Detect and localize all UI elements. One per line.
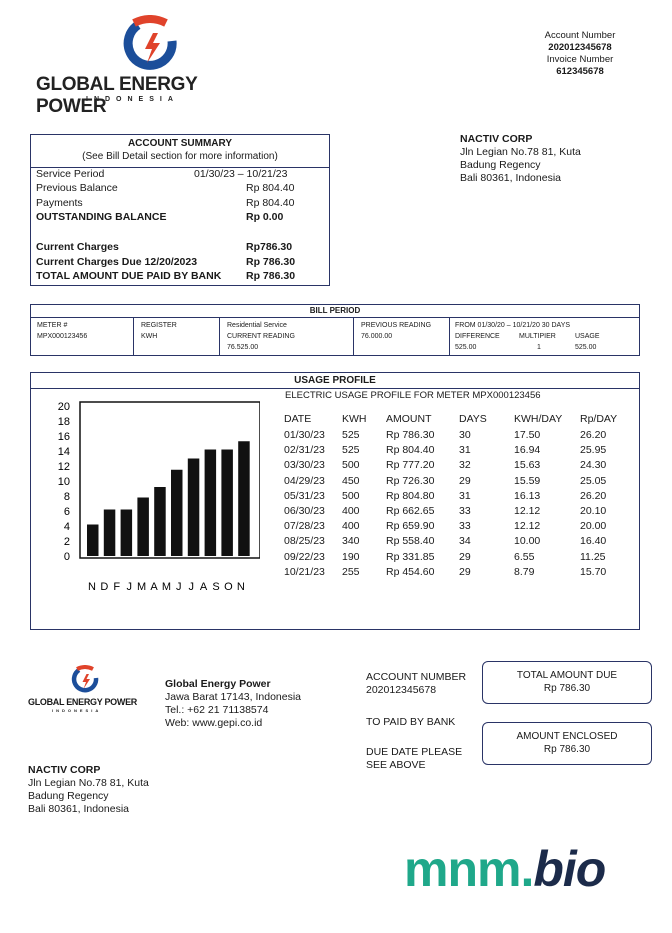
company-subname: INDONESIA	[86, 96, 179, 103]
usage-table-header: AMOUNT	[386, 413, 432, 425]
customer-line2: Badung Regency	[460, 159, 541, 171]
amount-enclosed-label: AMOUNT ENCLOSED	[516, 731, 618, 742]
bill-period	[30, 304, 640, 356]
usage-table	[284, 413, 634, 583]
usage-table-cell: 01/30/23	[284, 429, 325, 441]
usage-table-cell: 26.20	[580, 489, 607, 502]
usage-table-cell: Rp 558.40	[386, 535, 435, 548]
summary-row: Service Period 01/30/23 – 10/21/23	[36, 168, 288, 180]
x-tick-label: D	[100, 581, 109, 593]
x-tick-label: S	[212, 581, 220, 593]
summary-row: TOTAL AMOUNT DUE PAID BY BANK Rp 786.30	[36, 270, 296, 282]
x-tick-label: F	[113, 581, 121, 593]
usage-table-cell: 400	[342, 505, 360, 517]
usage-table-cell: 15.59	[514, 474, 541, 487]
usage-table-cell: Rp 331.85	[386, 550, 435, 563]
amount-enclosed-value: Rp 786.30	[543, 744, 591, 755]
usage-table-header: Rp/DAY	[580, 413, 618, 425]
usage-table-cell: 09/22/23	[284, 550, 325, 563]
usage-bar-chart	[40, 398, 260, 598]
usage-bar	[121, 510, 133, 557]
usage-table-cell: 06/30/23	[284, 505, 325, 517]
usage-table-header: DATE	[284, 413, 312, 425]
meter-label: METER #	[37, 322, 68, 329]
invoice-number-value: 612345678	[556, 66, 604, 77]
customer-address	[460, 133, 650, 185]
remit-account-label: ACCOUNT NUMBER	[366, 671, 467, 683]
bill-period-title: BILL PERIOD	[31, 305, 639, 318]
usage-table-cell: 05/31/23	[284, 489, 325, 502]
usage-table-cell: 16.94	[514, 444, 541, 457]
usage-table-cell: 190	[342, 550, 360, 563]
x-tick-label: M	[137, 581, 147, 593]
usage-table-cell: Rp 662.65	[386, 505, 435, 517]
usage-table-header: KWH	[342, 413, 367, 425]
remit-customer-line3: Bali 80361, Indonesia	[28, 803, 129, 815]
usage-bar	[188, 459, 200, 557]
usage-table-cell: Rp 804.40	[386, 444, 435, 457]
usage-table-cell: 33	[459, 505, 471, 517]
remit-account-value: 202012345678	[366, 684, 437, 696]
company-name: GLOBAL ENERGY POWER	[36, 74, 198, 117]
usage-table-cell: 525	[342, 429, 360, 441]
usage-table-cell: 08/25/23	[284, 535, 325, 548]
usage-table-cell: 32	[459, 459, 471, 472]
usage-table-cell: 24.30	[580, 459, 607, 472]
usage-table-cell: 400	[342, 520, 360, 533]
usage-bar	[154, 487, 166, 556]
watermark-part1: mnm.	[404, 841, 534, 897]
remit-company-name: GLOBAL ENERGY POWER	[28, 697, 137, 707]
usage-table-cell: 07/28/23	[284, 520, 325, 533]
usage-table-cell: 26.20	[580, 429, 607, 441]
usage-table-cell: Rp 786.30	[386, 429, 435, 441]
x-tick-label: N	[88, 581, 96, 593]
usage-bar	[238, 441, 250, 556]
summary-subtitle: (See Bill Detail section for more information)	[82, 151, 278, 162]
usage-title: USAGE PROFILE	[31, 373, 639, 389]
usage-table-cell: 340	[342, 535, 360, 548]
usage-table-cell: 29	[459, 565, 471, 578]
usage-table-cell: 16.40	[580, 535, 607, 548]
usage-table-cell: 10.00	[514, 535, 541, 548]
usage-table-cell: 30	[459, 429, 471, 441]
y-tick-label: 20	[57, 401, 70, 413]
usage-bar	[205, 450, 217, 557]
usage-table-cell: 16.13	[514, 489, 541, 502]
service-label: Residential Service	[227, 322, 287, 329]
company-logo	[120, 15, 180, 75]
usage-table-header: KWH/DAY	[514, 413, 563, 425]
multiplier-label: MULTIPIER	[519, 333, 556, 340]
y-tick-label: 14	[57, 446, 70, 458]
customer-name: NACTIV CORP	[460, 133, 533, 145]
usage-table-cell: 29	[459, 474, 471, 487]
remit-company-info	[165, 678, 345, 730]
summary-row: Current Charges Rp786.30	[36, 241, 293, 253]
y-tick-label: 8	[63, 491, 70, 503]
remit-company-subname: INDONESIA	[52, 708, 102, 713]
usage-table-cell: 15.70	[580, 565, 607, 578]
x-tick-label: J	[188, 581, 194, 593]
usage-table-cell: 450	[342, 474, 360, 487]
account-info	[500, 30, 660, 78]
watermark-part2: bio	[533, 841, 606, 897]
x-tick-label: M	[161, 581, 171, 593]
y-tick-label: 16	[57, 431, 70, 443]
usage-table-cell: 6.55	[514, 550, 535, 563]
remit-customer-name: NACTIV CORP	[28, 764, 101, 776]
x-tick-label: O	[224, 581, 233, 593]
account-number-value: 202012345678	[548, 42, 612, 53]
summary-row: Previous Balance Rp 804.40	[36, 182, 295, 194]
remit-due-line2: SEE ABOVE	[366, 759, 426, 771]
usage-table-cell: 31	[459, 444, 471, 457]
usage-table-cell: 25.05	[580, 474, 607, 487]
usage-table-cell: 12.12	[514, 520, 541, 533]
usage-table-cell: 33	[459, 520, 471, 533]
usage-table-cell: 17.50	[514, 429, 541, 441]
usage-table-cell: 20.00	[580, 520, 607, 533]
usage-table-cell: 25.95	[580, 444, 607, 457]
usage-table-cell: 20.10	[580, 505, 607, 517]
usage-table-cell: 02/31/23	[284, 444, 325, 457]
customer-line3: Bali 80361, Indonesia	[460, 172, 561, 184]
usage-table-cell: Rp 659.90	[386, 520, 435, 533]
usage-table-cell: 255	[342, 565, 360, 578]
usage-table-cell: 34	[459, 535, 471, 548]
difference-value: 525.00	[455, 344, 477, 351]
usage-table-cell: Rp 454.60	[386, 565, 435, 578]
usage-bar	[137, 498, 149, 557]
usage-subtitle: ELECTRIC USAGE PROFILE FOR METER MPX000123456	[285, 390, 541, 401]
x-tick-label: J	[176, 581, 182, 593]
total-amount-due-label: TOTAL AMOUNT DUE	[516, 670, 618, 681]
x-tick-label: N	[236, 581, 245, 593]
usage-table-cell: 31	[459, 489, 471, 502]
remit-company-short: Global Energy Power	[165, 678, 271, 690]
usage-table-cell: 500	[342, 459, 360, 472]
current-reading-label: CURRENT READING	[227, 333, 295, 340]
customer-line1: Jln Legian No.78 81, Kuta	[460, 146, 581, 158]
y-tick-label: 18	[57, 416, 70, 428]
usage-table-cell: Rp 726.30	[386, 474, 435, 487]
remit-company-web: Web: www.gepi.co.id	[165, 717, 263, 729]
register-value: KWH	[141, 333, 158, 340]
meter-value: MPX000123456	[37, 333, 88, 340]
amount-enclosed-box[interactable]	[482, 722, 652, 765]
usage-bar	[171, 470, 183, 556]
previous-reading-label: PREVIOUS READING	[361, 322, 432, 329]
usage-table-cell: 29	[459, 550, 471, 563]
usage-table-cell: 12.12	[514, 505, 541, 517]
usage-table-cell: 15.63	[514, 459, 541, 472]
usage-table-cell: 10/21/23	[284, 565, 325, 578]
usage-table-cell: 500	[342, 489, 360, 502]
multiplier-value: 1	[537, 344, 541, 351]
from-period: FROM 01/30/20 – 10/21/20 30 DAYS	[455, 322, 571, 329]
usage-table-cell: 8.79	[514, 565, 535, 578]
difference-label: DIFFERENCE	[455, 333, 500, 340]
remit-customer-line1: Jln Legian No.78 81, Kuta	[28, 777, 149, 789]
remit-account	[366, 671, 476, 697]
watermark	[404, 840, 605, 898]
usage-table-cell: 11.25	[580, 550, 606, 563]
y-tick-label: 6	[63, 506, 70, 518]
summary-row: Current Charges Due 12/20/2023 Rp 786.30	[36, 256, 296, 268]
remit-due-date	[366, 746, 476, 772]
previous-reading-value: 76.000.00	[361, 333, 393, 340]
usage-label: USAGE	[575, 333, 600, 340]
remit-company-address: Jawa Barat 17143, Indonesia	[165, 691, 302, 703]
total-amount-due-box	[482, 661, 652, 704]
usage-table-cell: 04/29/23	[284, 474, 325, 487]
usage-value: 525.00	[575, 344, 597, 351]
current-reading-value: 76.525.00	[227, 344, 259, 351]
y-tick-label: 12	[57, 461, 70, 473]
remit-due-line1: DUE DATE PLEASE	[366, 746, 463, 758]
y-tick-label: 10	[57, 476, 70, 488]
x-tick-label: A	[150, 581, 158, 593]
total-amount-due-value: Rp 786.30	[543, 683, 591, 694]
usage-bar	[221, 450, 233, 557]
usage-table-cell: 525	[342, 444, 360, 457]
y-tick-label: 4	[63, 521, 70, 533]
remit-customer-line2: Badung Regency	[28, 790, 109, 802]
invoice-number-label: Invoice Number	[546, 54, 614, 65]
usage-table-cell: 03/30/23	[284, 459, 325, 472]
usage-table-cell: Rp 777.20	[386, 459, 435, 472]
register-label: REGISTER	[141, 322, 177, 329]
remit-customer	[28, 764, 198, 818]
remit-company-phone: Tel.: +62 21 71138574	[165, 704, 269, 716]
usage-bar	[87, 525, 99, 557]
y-tick-label: 2	[63, 536, 70, 548]
usage-table-cell: Rp 804.80	[386, 489, 435, 502]
remit-logo	[70, 665, 100, 695]
summary-row: Payments Rp 804.40	[36, 197, 295, 209]
summary-row: OUTSTANDING BALANCE Rp 0.00	[36, 211, 284, 223]
summary-title: ACCOUNT SUMMARY	[127, 138, 233, 149]
y-tick-label: 0	[63, 551, 70, 563]
x-tick-label: J	[126, 581, 132, 593]
usage-bar	[104, 510, 116, 557]
account-number-label: Account Number	[544, 30, 616, 41]
usage-table-header: DAYS	[459, 413, 487, 425]
x-tick-label: A	[199, 581, 208, 593]
remit-paid-by-bank: TO PAID BY BANK	[366, 716, 456, 728]
